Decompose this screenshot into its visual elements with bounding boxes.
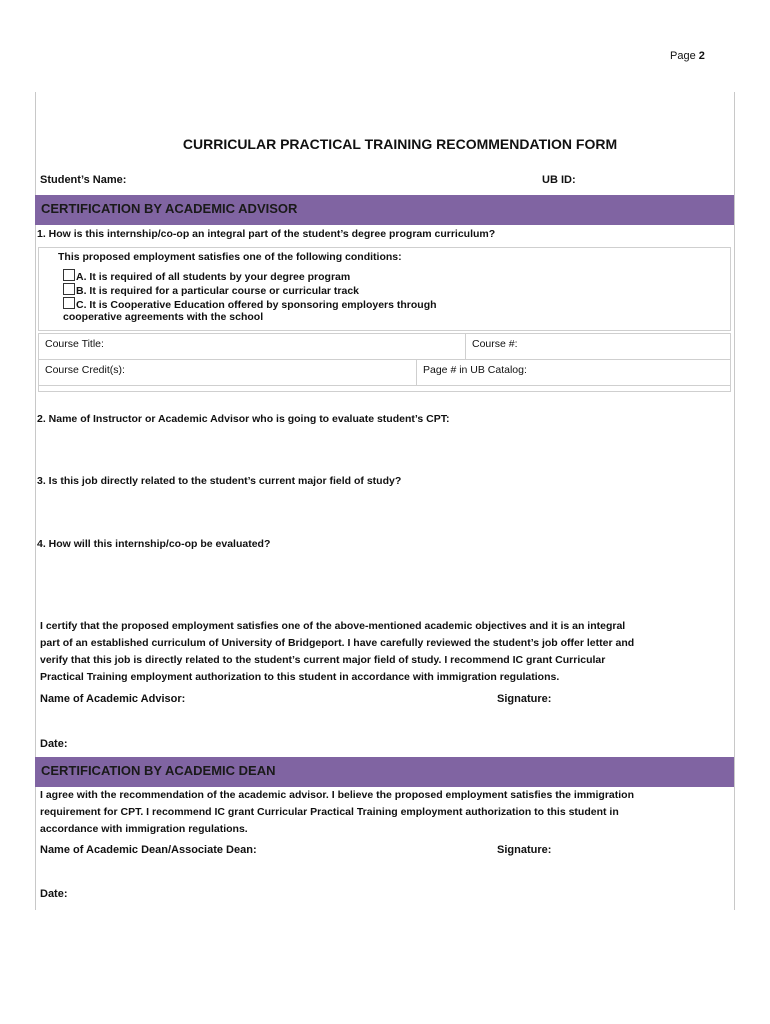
dean-agreement-text: I agree with the recommendation of the academic advisor. I believe the proposed employment satisfies the immigration requirement for CPT. I recommend IC grant Curricular Practical Training employment authorization to this student in accordance with immigration regulations. [40, 789, 634, 835]
course-title-field[interactable]: Course Title: [38, 333, 466, 360]
dean-section-header: CERTIFICATION BY ACADEMIC DEAN [35, 757, 734, 787]
question-1: 1. How is this internship/co-op an integral part of the student’s degree program curriculum? [37, 228, 496, 240]
question-4: 4. How will this internship/co-op be evaluated? [37, 538, 271, 550]
dean-date-label: Date: [40, 888, 68, 900]
question-3: 3. Is this job directly related to the student’s current major field of study? [37, 475, 402, 487]
course-number-field[interactable]: Course #: [465, 333, 731, 360]
dean-signature-label: Signature: [497, 844, 552, 856]
dean-name-label: Name of Academic Dean/Associate Dean: [40, 844, 257, 856]
advisor-date-label: Date: [40, 738, 68, 750]
advisor-section-header: CERTIFICATION BY ACADEMIC ADVISOR [35, 195, 734, 225]
checkbox-option-c[interactable] [63, 297, 75, 309]
conditions-intro: This proposed employment satisfies one of the following conditions: [58, 251, 402, 263]
student-name-label: Student’s Name: [40, 174, 127, 186]
ub-id-label: UB ID: [542, 174, 576, 186]
advisor-certification-text: I certify that the proposed employment satisfies one of the above-mentioned academic objectives and it is an integral part of an established curriculum of University of Bridgeport. I have carefully reviewed the student’s job offer letter and verify that this job is directly related to the student’s current major field of study. I recommend IC grant Curricular Practical Training employment authorization to this student in accordance with immigration regulations. [40, 620, 635, 683]
course-credits-field[interactable]: Course Credit(s): [38, 359, 417, 386]
option-b[interactable]: B. It is required for a particular course or curricular track [63, 283, 359, 297]
option-a[interactable]: A. It is required of all students by your degree program [63, 269, 350, 283]
question-2: 2. Name of Instructor or Academic Advisor who is going to evaluate student’s CPT: [37, 413, 450, 425]
option-c[interactable]: C. It is Cooperative Education offered by sponsoring employers through [63, 297, 437, 311]
advisor-signature-label: Signature: [497, 693, 552, 705]
option-c-continued: cooperative agreements with the school [63, 311, 264, 323]
right-border [734, 92, 735, 910]
catalog-page-field[interactable]: Page # in UB Catalog: [416, 359, 731, 386]
page-number: Page 2 [670, 50, 705, 62]
checkbox-option-b[interactable] [63, 283, 75, 295]
checkbox-option-a[interactable] [63, 269, 75, 281]
form-title: CURRICULAR PRACTICAL TRAINING RECOMMENDATION FORM [182, 136, 618, 152]
table-spacer-row [38, 385, 731, 392]
advisor-name-label: Name of Academic Advisor: [40, 693, 186, 705]
